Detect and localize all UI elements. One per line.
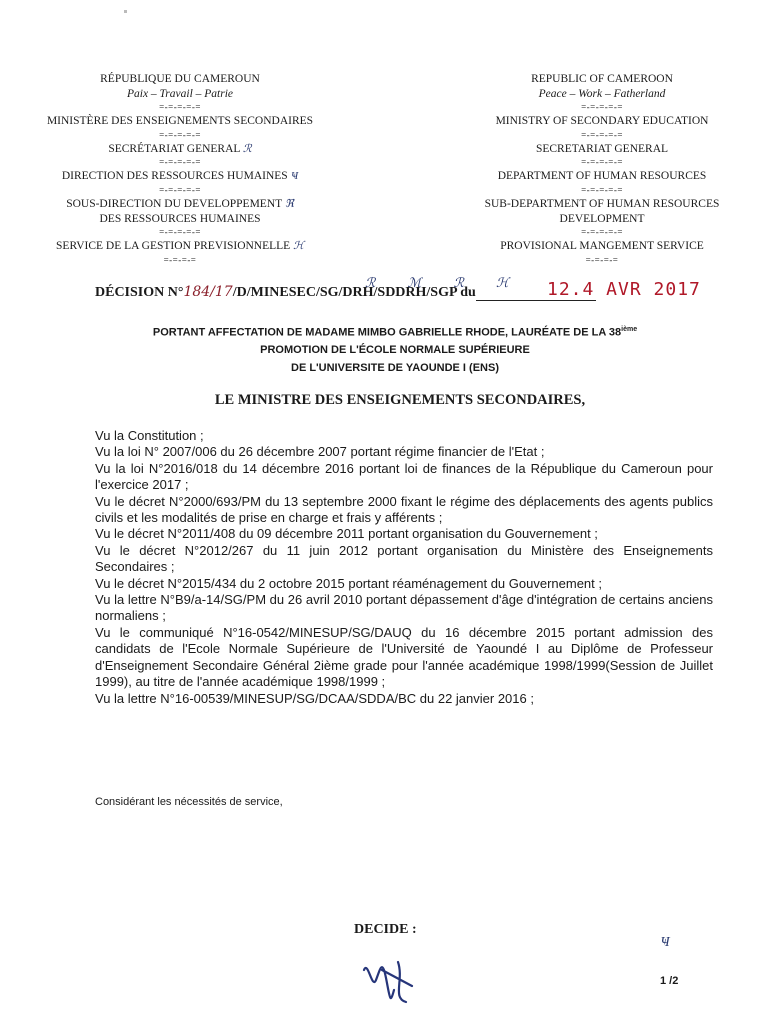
subdirection-fr-1 [20, 197, 340, 212]
subject-line-3: DE L'UNIVERSITE DE YAOUNDE I (ENS) [291, 362, 499, 374]
handwritten-initials: Ҹ [290, 169, 299, 183]
header-left [20, 72, 340, 267]
header-right [452, 72, 752, 267]
direction-fr [20, 169, 340, 184]
vu-item: Vu la lettre N°B9/a-14/SG/PM du 26 avril 2010 portant dépassement d'âge d'intégration de certains anciens normaliens ; [95, 592, 713, 624]
subject-line-1-text: PORTANT AFFECTATION DE MADAME MIMBO GABRIELLE RHODE, LAURÉATE DE LA 38 [152, 326, 622, 339]
page-number: 1 /2 [660, 975, 679, 987]
handwritten-initials: ℋ [293, 239, 304, 253]
handwritten-initials: ℜ [284, 196, 294, 210]
subdepartment-en-1: SUB-DEPARTMENT OF HUMAN RESOURCES [484, 197, 720, 210]
separator: =-=-=-=-= [581, 102, 623, 113]
motto-en: Peace – Work – Fatherland [538, 87, 666, 100]
vu-item: Vu le décret N°2012/267 du 11 juin 2012 portant organisation du Ministère des Enseignements Secondaires ; [95, 542, 713, 575]
vu-item: Vu la Constitution ; [95, 428, 204, 443]
secretariat-en: SECRETARIAT GENERAL [535, 142, 669, 155]
ministry-fr: MINISTÈRE DES ENSEIGNEMENTS SECONDAIRES [46, 115, 314, 128]
separator: =-=-=-=-= [159, 157, 201, 168]
subject-line-1 [95, 326, 695, 339]
date-stamp: 12.4 AVR 2017 [547, 279, 701, 300]
considerant-text: Considérant les nécessités de service, [95, 796, 283, 808]
separator: =-=-=-=-= [581, 184, 623, 195]
handwritten-initials: Ҹ [660, 934, 670, 950]
vu-item: Vu le décret N°2015/434 du 2 octobre 2015 portant réaménagement du Gouvernement ; [95, 575, 602, 591]
decision-ref-2: SG/DRH/SDDRH/SGP du [319, 285, 476, 300]
decision-ref-1: /D/MINESEC/ [232, 285, 320, 300]
decision-number-handwritten: 184/17 [183, 284, 233, 300]
separator: =-=-=-=-= [581, 157, 623, 168]
separator: =-=-=-= [585, 254, 619, 265]
vu-item: Vu le décret N°2011/408 du 09 décembre 2011 portant organisation du Gouvernement ; [95, 526, 598, 542]
handwritten-marks: ℛ ℳ ℛ ℋ [365, 276, 523, 291]
separator: =-=-=-=-= [581, 227, 623, 238]
department-en: DEPARTMENT OF HUMAN RESOURCES [497, 170, 707, 183]
vu-item: Vu le décret N°2000/693/PM du 13 septembre 2000 fixant le régime des déplacements des agents publics civils et les modalités de prise en charge et frais y afférents ; [95, 493, 713, 526]
decision-prefix: DÉCISION N° [95, 285, 184, 300]
separator: =-=-=-=-= [159, 129, 201, 140]
signature-mark [354, 950, 424, 1010]
secretariat-fr [20, 142, 340, 157]
scan-speck [124, 10, 127, 13]
decision-line [95, 276, 725, 301]
handwritten-initials: ℛ [242, 141, 252, 155]
vu-item: Vu la loi N° 2007/006 du 26 décembre 2007 portant régime financier de l'Etat ; [95, 444, 545, 460]
separator: =-=-=-=-= [159, 184, 201, 195]
minister-title: LE MINISTRE DES ENSEIGNEMENTS SECONDAIRES, [214, 392, 586, 408]
separator: =-=-=-= [163, 254, 197, 265]
country-fr: RÉPUBLIQUE DU CAMEROUN [100, 73, 260, 85]
separator: =-=-=-=-= [581, 129, 623, 140]
subdepartment-en-2: DEVELOPMENT [559, 212, 645, 225]
subject-superscript: ième [621, 326, 638, 333]
motto-fr: Paix – Travail – Patrie [126, 87, 234, 100]
separator: =-=-=-=-= [159, 102, 201, 113]
vu-item: Vu la loi N°2016/018 du 14 décembre 2016 portant loi de finances de la République du Cameroun pour l'exercice 2017 ; [95, 460, 713, 493]
subdirection-fr-2: DES RESSOURCES HUMAINES [99, 212, 261, 225]
subdirection-fr-1-text: SOUS-DIRECTION DU DEVELOPPEMENT [66, 197, 282, 210]
subject-line-2: PROMOTION DE L'ÉCOLE NORMALE SUPÉRIEURE [260, 344, 530, 356]
secretariat-fr-text: SECRÉTARIAT GENERAL [108, 142, 240, 155]
separator: =-=-=-=-= [159, 227, 201, 238]
vu-list [95, 428, 713, 707]
service-fr-text: SERVICE DE LA GESTION PREVISIONNELLE [56, 240, 291, 253]
vu-item: Vu la lettre N°16-00539/MINESUP/SG/DCAA/SDDA/BC du 22 janvier 2016 ; [95, 690, 534, 706]
ministry-en: MINISTRY OF SECONDARY EDUCATION [495, 115, 709, 128]
vu-item: Vu le communiqué N°16-0542/MINESUP/SG/DAUQ du 16 décembre 2015 portant admission des candidats de l'Ecole Normale Supérieure de l'Université de Yaoundé I au Diplôme de Professeur d'Enseignement Secondaire Général 2ième grade pour l'année académique 1998/1999(Session de Juillet 1999), au titre de l'année académique 1998/1999 ; [95, 624, 713, 690]
service-fr [20, 239, 340, 254]
service-en: PROVISIONAL MANGEMENT SERVICE [500, 240, 704, 253]
direction-fr-text: DIRECTION DES RESSOURCES HUMAINES [61, 170, 288, 183]
decide-heading: DECIDE : [354, 922, 417, 937]
country-en: REPUBLIC OF CAMEROON [531, 73, 673, 85]
